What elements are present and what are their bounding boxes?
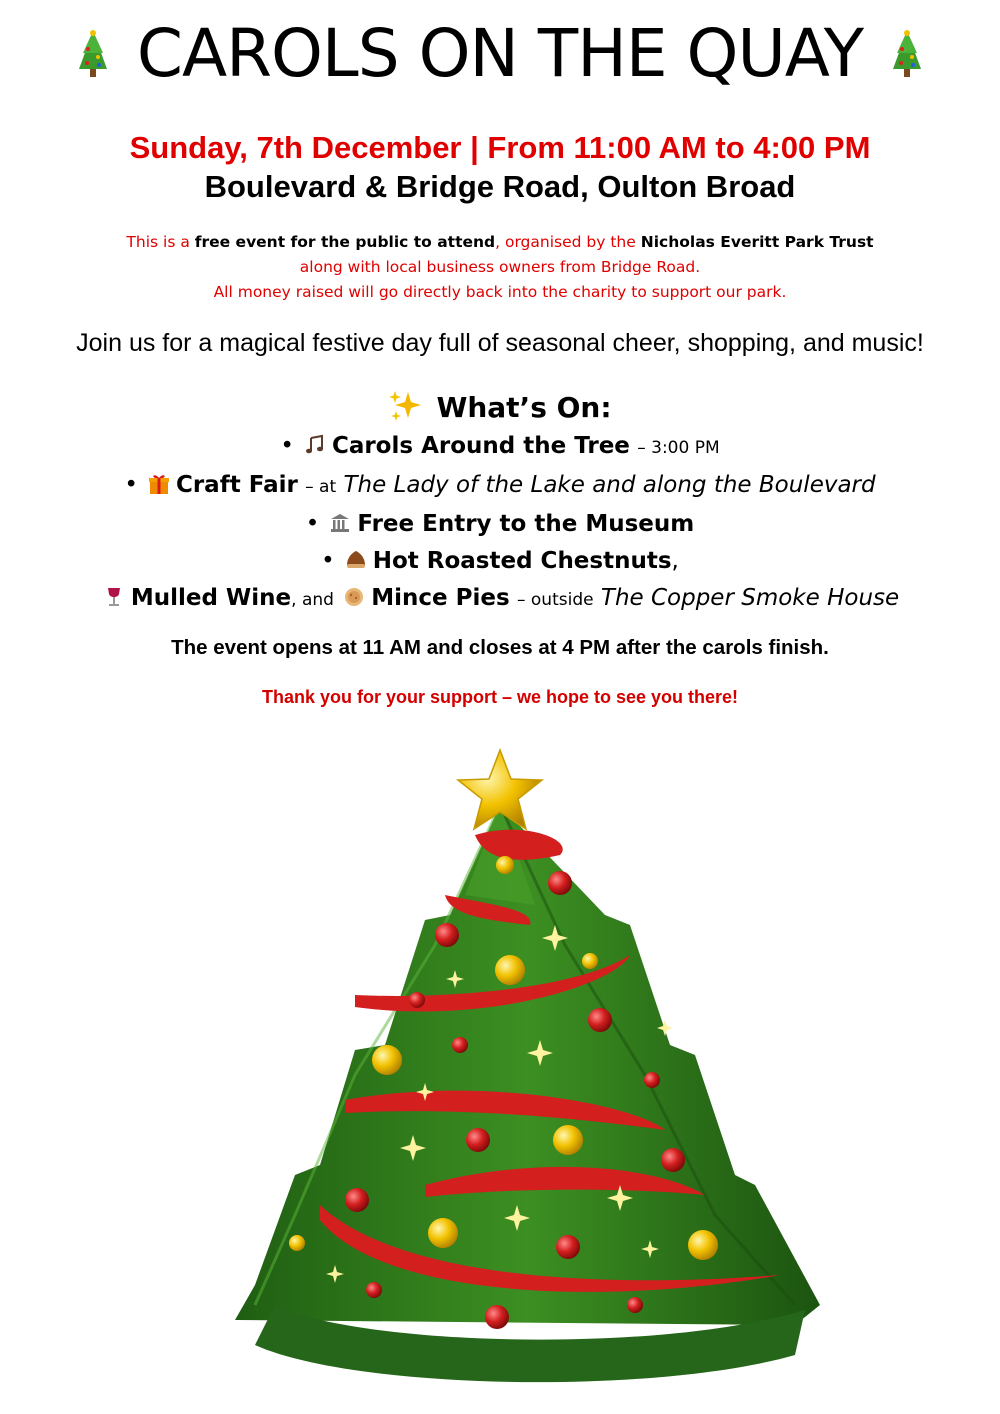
event-date: Sunday, 7th December | From 11:00 AM to 4:00 PM	[129, 130, 871, 165]
chestnut-icon	[345, 549, 367, 571]
mince-pie-icon	[343, 586, 365, 608]
list-item: Mulled Wine, and Mince Pies – outside The Copper Smoke House	[0, 580, 1000, 619]
thank-you-note: Thank you for your support – we hope to see you there!	[261, 687, 739, 707]
title-text: CAROLS ON THE QUAY	[136, 15, 864, 92]
opening-times: The event opens at 11 AM and closes at 4 PM after the carols finish.	[171, 636, 829, 659]
whats-on-list	[0, 428, 1000, 619]
gift-icon	[148, 473, 170, 495]
christmas-tree-icon	[889, 29, 925, 79]
whats-on-heading: What’s On:	[0, 388, 1000, 428]
info-line-3: All money raised will go directly back into the charity to support our park.	[213, 283, 787, 301]
join-text: Join us for a magical festive day full of seasonal cheer, shopping, and music!	[76, 329, 924, 357]
christmas-tree-illustration	[235, 745, 825, 1410]
list-item: • Carols Around the Tree – 3:00 PM	[280, 433, 720, 459]
info-line-2: along with local business owners from Bridge Road.	[299, 258, 701, 276]
list-item: • Hot Roasted Chestnuts,	[321, 548, 679, 574]
museum-icon	[329, 512, 351, 534]
music-notes-icon	[304, 434, 326, 456]
list-item: • Free Entry to the Museum	[305, 511, 695, 537]
info-line-1: This is a free event for the public to attend, organised by the Nicholas Everitt Park Trust	[126, 233, 874, 251]
wine-glass-icon	[103, 586, 125, 608]
sparkles-icon	[388, 389, 422, 423]
event-venue: Boulevard & Bridge Road, Oulton Broad	[204, 169, 796, 204]
event-info	[0, 230, 1000, 305]
event-title	[0, 12, 1000, 96]
list-item: • Craft Fair – at The Lady of the Lake and along the Boulevard	[124, 472, 876, 498]
christmas-tree-icon	[75, 29, 111, 79]
